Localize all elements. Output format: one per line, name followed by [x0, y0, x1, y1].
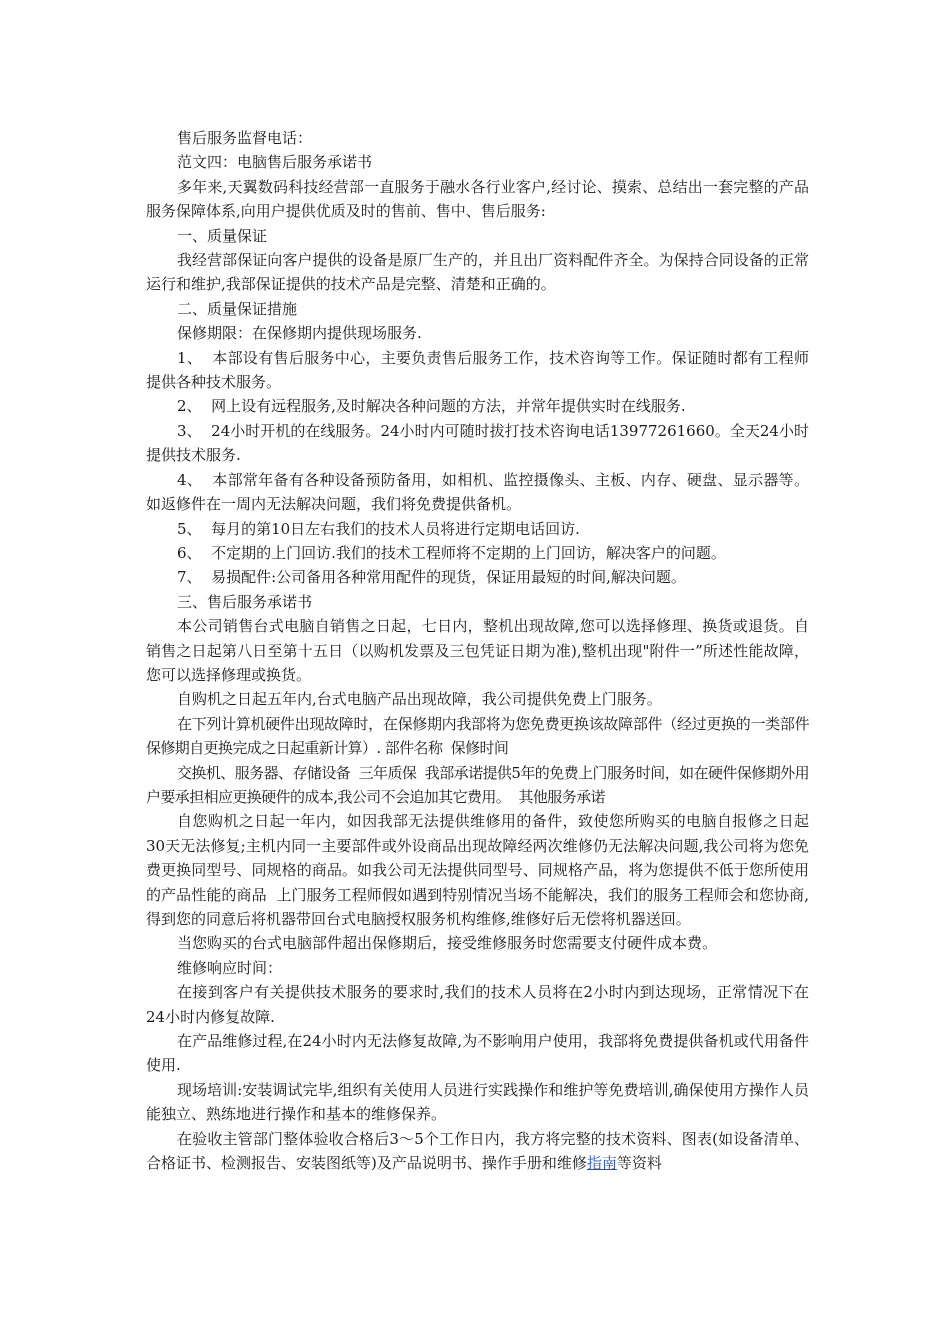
response-time-heading: 维修响应时间：	[177, 958, 283, 977]
response-paragraph-1: 在接到客户有关提供技术服务的要求时,我们的技术人员将在2小时内到达现场，正常情况下在24小时内修复故障.	[146, 983, 809, 1026]
commitment-paragraph-2: 自购机之日起五年内,台式电脑产品出现故障，我公司提供免费上门服务。	[177, 690, 662, 709]
intro-paragraph: 多年来,天翼数码科技经营部一直服务于融水各行业客户,经讨论、摸索、总结出一套完整的产品服务保障体系,向用户提供优质及时的售前、售中、售后服务:	[146, 177, 809, 221]
guide-link[interactable]: 指南	[586, 1154, 617, 1173]
acceptance-text-after-link: 等资料	[616, 1154, 662, 1173]
acceptance-paragraph	[146, 1127, 809, 1176]
measure-item-7: 7、 易损配件:公司备用各种常用配件的现货，保证用最短的时间,解决问题。	[177, 568, 686, 587]
measure-item-6: 6、 不定期的上门回访.我们的技术工程师将不定期的上门回访，解决客户的问题。	[177, 543, 726, 562]
commitment-paragraph-4: 交换机、服务器、存储设备 三年质保 我部承诺提供5年的免费上门服务时间，如在硬件保修期外用户要承担相应更换硬件的成本,我公司不会追加其它费用。 其他服务承诺	[146, 763, 809, 806]
measure-item-5: 5、 每月的第10日左右我们的技术人员将进行定期电话回访.	[177, 519, 580, 538]
sample-title: 范文四：电脑售后服务承诺书	[177, 153, 373, 172]
commitment-paragraph-3: 在下列计算机硬件出现故障时，在保修期内我部将为您免费更换该故障部件（经过更换的一类部件保修期自更换完成之日起重新计算）. 部件名称 保修时间	[146, 714, 809, 758]
measure-item-2: 2、 网上设有远程服务,及时解决各种问题的方法，并常年提供实时在线服务.	[177, 397, 686, 416]
measure-item-3: 3、 24小时开机的在线服务。24小时内可随时拔打技术咨询电话13977261660。全天24小时提供技术服务.	[146, 421, 809, 465]
section-heading-quality: 一、质量保证	[177, 226, 268, 245]
warranty-period-line: 保修期限：在保修期内提供现场服务.	[177, 324, 422, 343]
response-paragraph-2: 在产品维修过程,在24小时内无法修复故障,为不影响用户使用，我部将免费提供备机或代用备件使用.	[146, 1032, 809, 1075]
supervision-phone-line: 售后服务监督电话：	[177, 129, 313, 147]
commitment-paragraph-1: 本公司销售台式电脑自销售之日起，七日内，整机出现故障,您可以选择修理、换货或退货。自销售之日起第八日至第十五日（以购机发票及三包凭证日期为准),整机出现"附件一”所述性能故障，您可以选择修理或换货。	[146, 617, 809, 684]
measure-item-4: 4、 本部常年备有各种设备预防备用，如相机、监控摄像头、主板、内存、硬盘、显示器等。如返修件在一周内无法解决问题，我们将免费提供备机。	[146, 470, 809, 514]
training-paragraph: 现场培训:安装调试完毕,组织有关使用人员进行实践操作和维护等免费培训,确保使用方操作人员能独立、熟练地进行操作和基本的维修保养。	[146, 1080, 809, 1124]
commitment-paragraph-5: 自您购机之日起一年内，如因我部无法提供维修用的备件，致使您所购买的电脑自报修之日起30天无法修复;主机内同一主要部件或外设商品出现故障经两次维修仍无法解决问题,我公司将为您免费更换同型号、同规格的商品。如我公司无法提供同型号、同规格产品，将为您提供不低于您所使用的产品性能的商品 上门服务工程师假如遇到特别情况当场不能解决，我们的服务工程师会和您协商,得到您的同意后将机器带回台式电脑授权服务机构维修,维修好后无偿将机器送回。	[146, 812, 809, 928]
quality-paragraph: 我经营部保证向客户提供的设备是原厂生产的，并且出厂资料配件齐全。为保持合同设备的正常运行和维护,我部保证提供的技术产品是完整、清楚和正确的。	[146, 251, 809, 294]
acceptance-text-before-link: 在验收主管部门整体验收合格后3～5个工作日内，我方将完整的技术资料、图表(如设备清单、合格证书、检测报告、安装图纸等)及产品说明书、操作手册和维修	[146, 1129, 809, 1173]
document-body	[146, 126, 809, 1175]
section-heading-measures: 二、质量保证措施	[177, 299, 298, 318]
section-heading-commitment: 三、售后服务承诺书	[177, 592, 313, 611]
commitment-paragraph-6: 当您购买的台式电脑部件超出保修期后，接受维修服务时您需要支付硬件成本费。	[177, 934, 718, 953]
measure-item-1: 1、 本部设有售后服务中心，主要负责售后服务工作，技术咨询等工作。保证随时都有工程师提供各种技术服务。	[146, 348, 809, 392]
